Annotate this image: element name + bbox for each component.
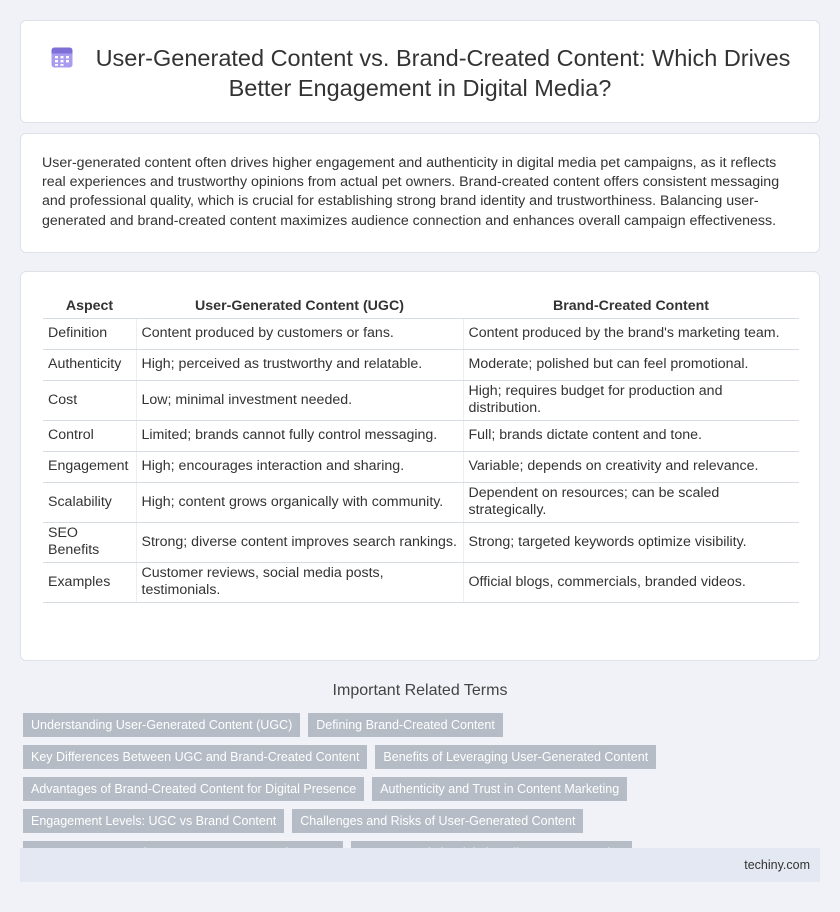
footer-site-link[interactable]: techiny.com bbox=[744, 858, 810, 872]
table-cell: Engagement bbox=[43, 451, 136, 482]
table-cell: Moderate; polished but can feel promotional. bbox=[463, 349, 799, 380]
related-term-tag[interactable]: Authenticity and Trust in Content Marketing bbox=[372, 777, 627, 801]
comparison-table bbox=[43, 294, 799, 603]
table-row bbox=[43, 562, 799, 602]
table-cell: High; perceived as trustworthy and relatable. bbox=[136, 349, 463, 380]
page-title bbox=[21, 43, 819, 103]
table-cell: Customer reviews, social media posts, testimonials. bbox=[136, 562, 463, 602]
related-term-tag[interactable]: Engagement Levels: UGC vs Brand Content bbox=[23, 809, 284, 833]
table-cell: Low; minimal investment needed. bbox=[136, 380, 463, 420]
table-cell: Strong; diverse content improves search rankings. bbox=[136, 522, 463, 562]
page-title-text: User-Generated Content vs. Brand-Created Content: Which Drives Better Engagement in Digital Media? bbox=[95, 45, 791, 101]
footer-bar bbox=[20, 848, 820, 882]
table-cell: High; requires budget for production and distribution. bbox=[463, 380, 799, 420]
table-cell: Examples bbox=[43, 562, 136, 602]
table-cell: Content produced by the brand's marketing team. bbox=[463, 318, 799, 349]
intro-card bbox=[20, 133, 820, 253]
table-cell: Full; brands dictate content and tone. bbox=[463, 420, 799, 451]
table-row bbox=[43, 522, 799, 562]
table-cell: Variable; depends on creativity and relevance. bbox=[463, 451, 799, 482]
table-cell: Content produced by customers or fans. bbox=[136, 318, 463, 349]
table-header-row bbox=[43, 294, 799, 318]
table-cell: Scalability bbox=[43, 482, 136, 522]
column-header: Brand-Created Content bbox=[463, 294, 799, 318]
table-cell: Dependent on resources; can be scaled strategically. bbox=[463, 482, 799, 522]
table-row bbox=[43, 349, 799, 380]
table-cell: High; encourages interaction and sharing. bbox=[136, 451, 463, 482]
intro-paragraph: User-generated content often drives higher engagement and authenticity in digital media pet campaigns, as it reflects real experiences and trustworthy opinions from actual pet owners. Brand-created content offers consistent messaging and professional quality, which is crucial for establishing strong brand identity and trustworthiness. Balancing user-generated and brand-created content maximizes audience connection and enhances overall campaign effectiveness. bbox=[42, 155, 780, 229]
title-card bbox=[20, 20, 820, 123]
table-cell: Cost bbox=[43, 380, 136, 420]
table-cell: Definition bbox=[43, 318, 136, 349]
table-cell: Authenticity bbox=[43, 349, 136, 380]
table-row bbox=[43, 318, 799, 349]
table-row bbox=[43, 451, 799, 482]
comparison-table-card bbox=[20, 271, 820, 661]
related-term-tag[interactable]: Challenges and Risks of User-Generated Content bbox=[292, 809, 583, 833]
column-header: User-Generated Content (UGC) bbox=[136, 294, 463, 318]
table-cell: Official blogs, commercials, branded videos. bbox=[463, 562, 799, 602]
related-terms-heading: Important Related Terms bbox=[332, 682, 508, 699]
table-row bbox=[43, 482, 799, 522]
related-term-tag[interactable]: Defining Brand-Created Content bbox=[308, 713, 503, 737]
table-cell: Strong; targeted keywords optimize visibility. bbox=[463, 522, 799, 562]
table-cell: Control bbox=[43, 420, 136, 451]
table-cell: Limited; brands cannot fully control messaging. bbox=[136, 420, 463, 451]
table-row bbox=[43, 380, 799, 420]
table-cell: High; content grows organically with community. bbox=[136, 482, 463, 522]
related-term-tag[interactable]: Advantages of Brand-Created Content for Digital Presence bbox=[23, 777, 364, 801]
related-term-tag[interactable]: Benefits of Leveraging User-Generated Content bbox=[375, 745, 656, 769]
related-terms-tags bbox=[23, 713, 823, 865]
related-term-tag[interactable]: Understanding User-Generated Content (UGC) bbox=[23, 713, 300, 737]
table-cell: SEO Benefits bbox=[43, 522, 136, 562]
calendar-grid-icon bbox=[50, 45, 74, 69]
column-header: Aspect bbox=[43, 294, 136, 318]
related-term-tag[interactable]: Key Differences Between UGC and Brand-Created Content bbox=[23, 745, 367, 769]
table-row bbox=[43, 420, 799, 451]
